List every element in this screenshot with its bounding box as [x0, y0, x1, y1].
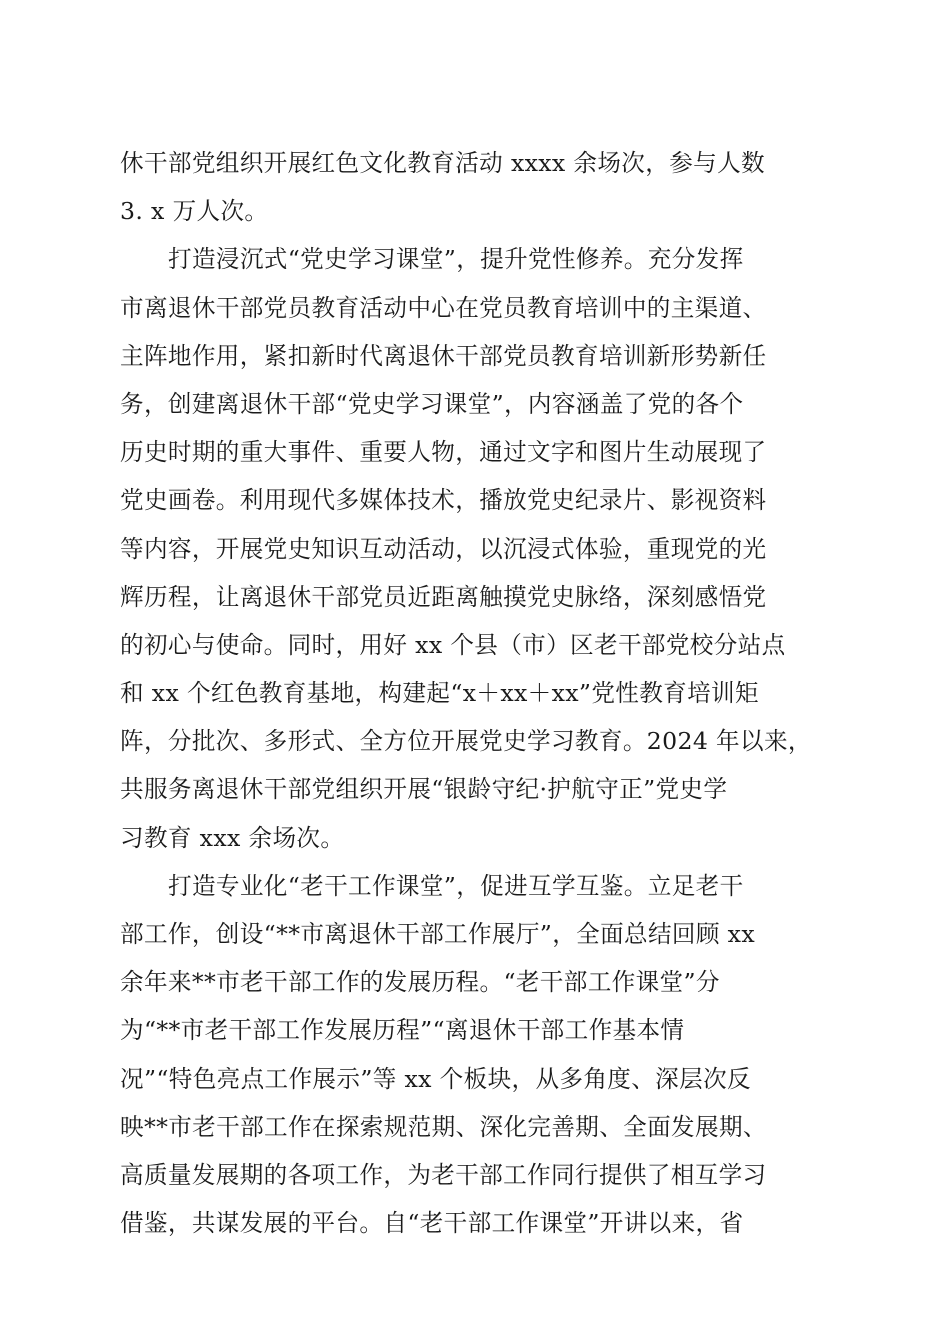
text-line: 党史画卷。利用现代多媒体技术，播放党史纪录片、影视资料 [120, 486, 767, 515]
text-line: 部工作，创设“**市离退休干部工作展厅”，全面总结回顾 xx [120, 920, 755, 948]
text-line: 市离退休干部党员教育活动中心在党员教育培训中的主渠道、 [120, 293, 767, 322]
text-line: 习教育 xxx 余场次。 [120, 823, 345, 852]
paragraph-start-line: 打造浸沉式“党史学习课堂”，提升党性修养。充分发挥 [168, 245, 744, 274]
text-line: 映**市老干部工作在探索规范期、深化完善期、全面发展期、 [120, 1112, 767, 1141]
text-line: 的初心与使命。同时，用好 xx 个县（市）区老干部党校分站点 [120, 630, 786, 659]
text-line: 休干部党组织开展红色文化教育活动 xxxx 余场次，参与人数 [120, 149, 765, 177]
document-body [120, 139, 830, 1247]
text-line: 历史时期的重大事件、重要人物，通过文字和图片生动展现了 [120, 438, 767, 467]
text-line: 共服务离退休干部党组织开展“银龄守纪·护航守正”党史学 [120, 775, 728, 804]
text-line: 况”“特色亮点工作展示”等 xx 个板块，从多角度、深层次反 [120, 1064, 751, 1093]
text-line: 3. x 万人次。 [120, 197, 269, 226]
paragraph-start-line: 打造专业化“老干工作课堂”，促进互学互鉴。立足老干 [168, 871, 744, 900]
text-line: 阵，分批次、多形式、全方位开展党史学习教育。2024 年以来， [120, 727, 812, 756]
text-line: 借鉴，共谋发展的平台。自“老干部工作课堂”开讲以来，省 [120, 1209, 744, 1238]
text-line: 和 xx 个红色教育基地，构建起“x＋xx＋xx”党性教育培训矩 [120, 679, 759, 708]
text-line: 为“**市老干部工作发展历程”“离退休干部工作基本情 [120, 1016, 685, 1045]
text-line: 等内容，开展党史知识互动活动，以沉浸式体验，重现党的光 [120, 534, 767, 563]
text-line: 高质量发展期的各项工作，为老干部工作同行提供了相互学习 [120, 1160, 767, 1189]
text-line: 辉历程，让离退休干部党员近距离触摸党史脉络，深刻感悟党 [120, 582, 767, 611]
text-line: 余年来**市老干部工作的发展历程。“老干部工作课堂”分 [120, 968, 720, 997]
text-line: 主阵地作用，紧扣新时代离退休干部党员教育培训新形势新任 [120, 341, 767, 370]
text-line: 务，创建离退休干部“党史学习课堂”，内容涵盖了党的各个 [120, 389, 744, 418]
